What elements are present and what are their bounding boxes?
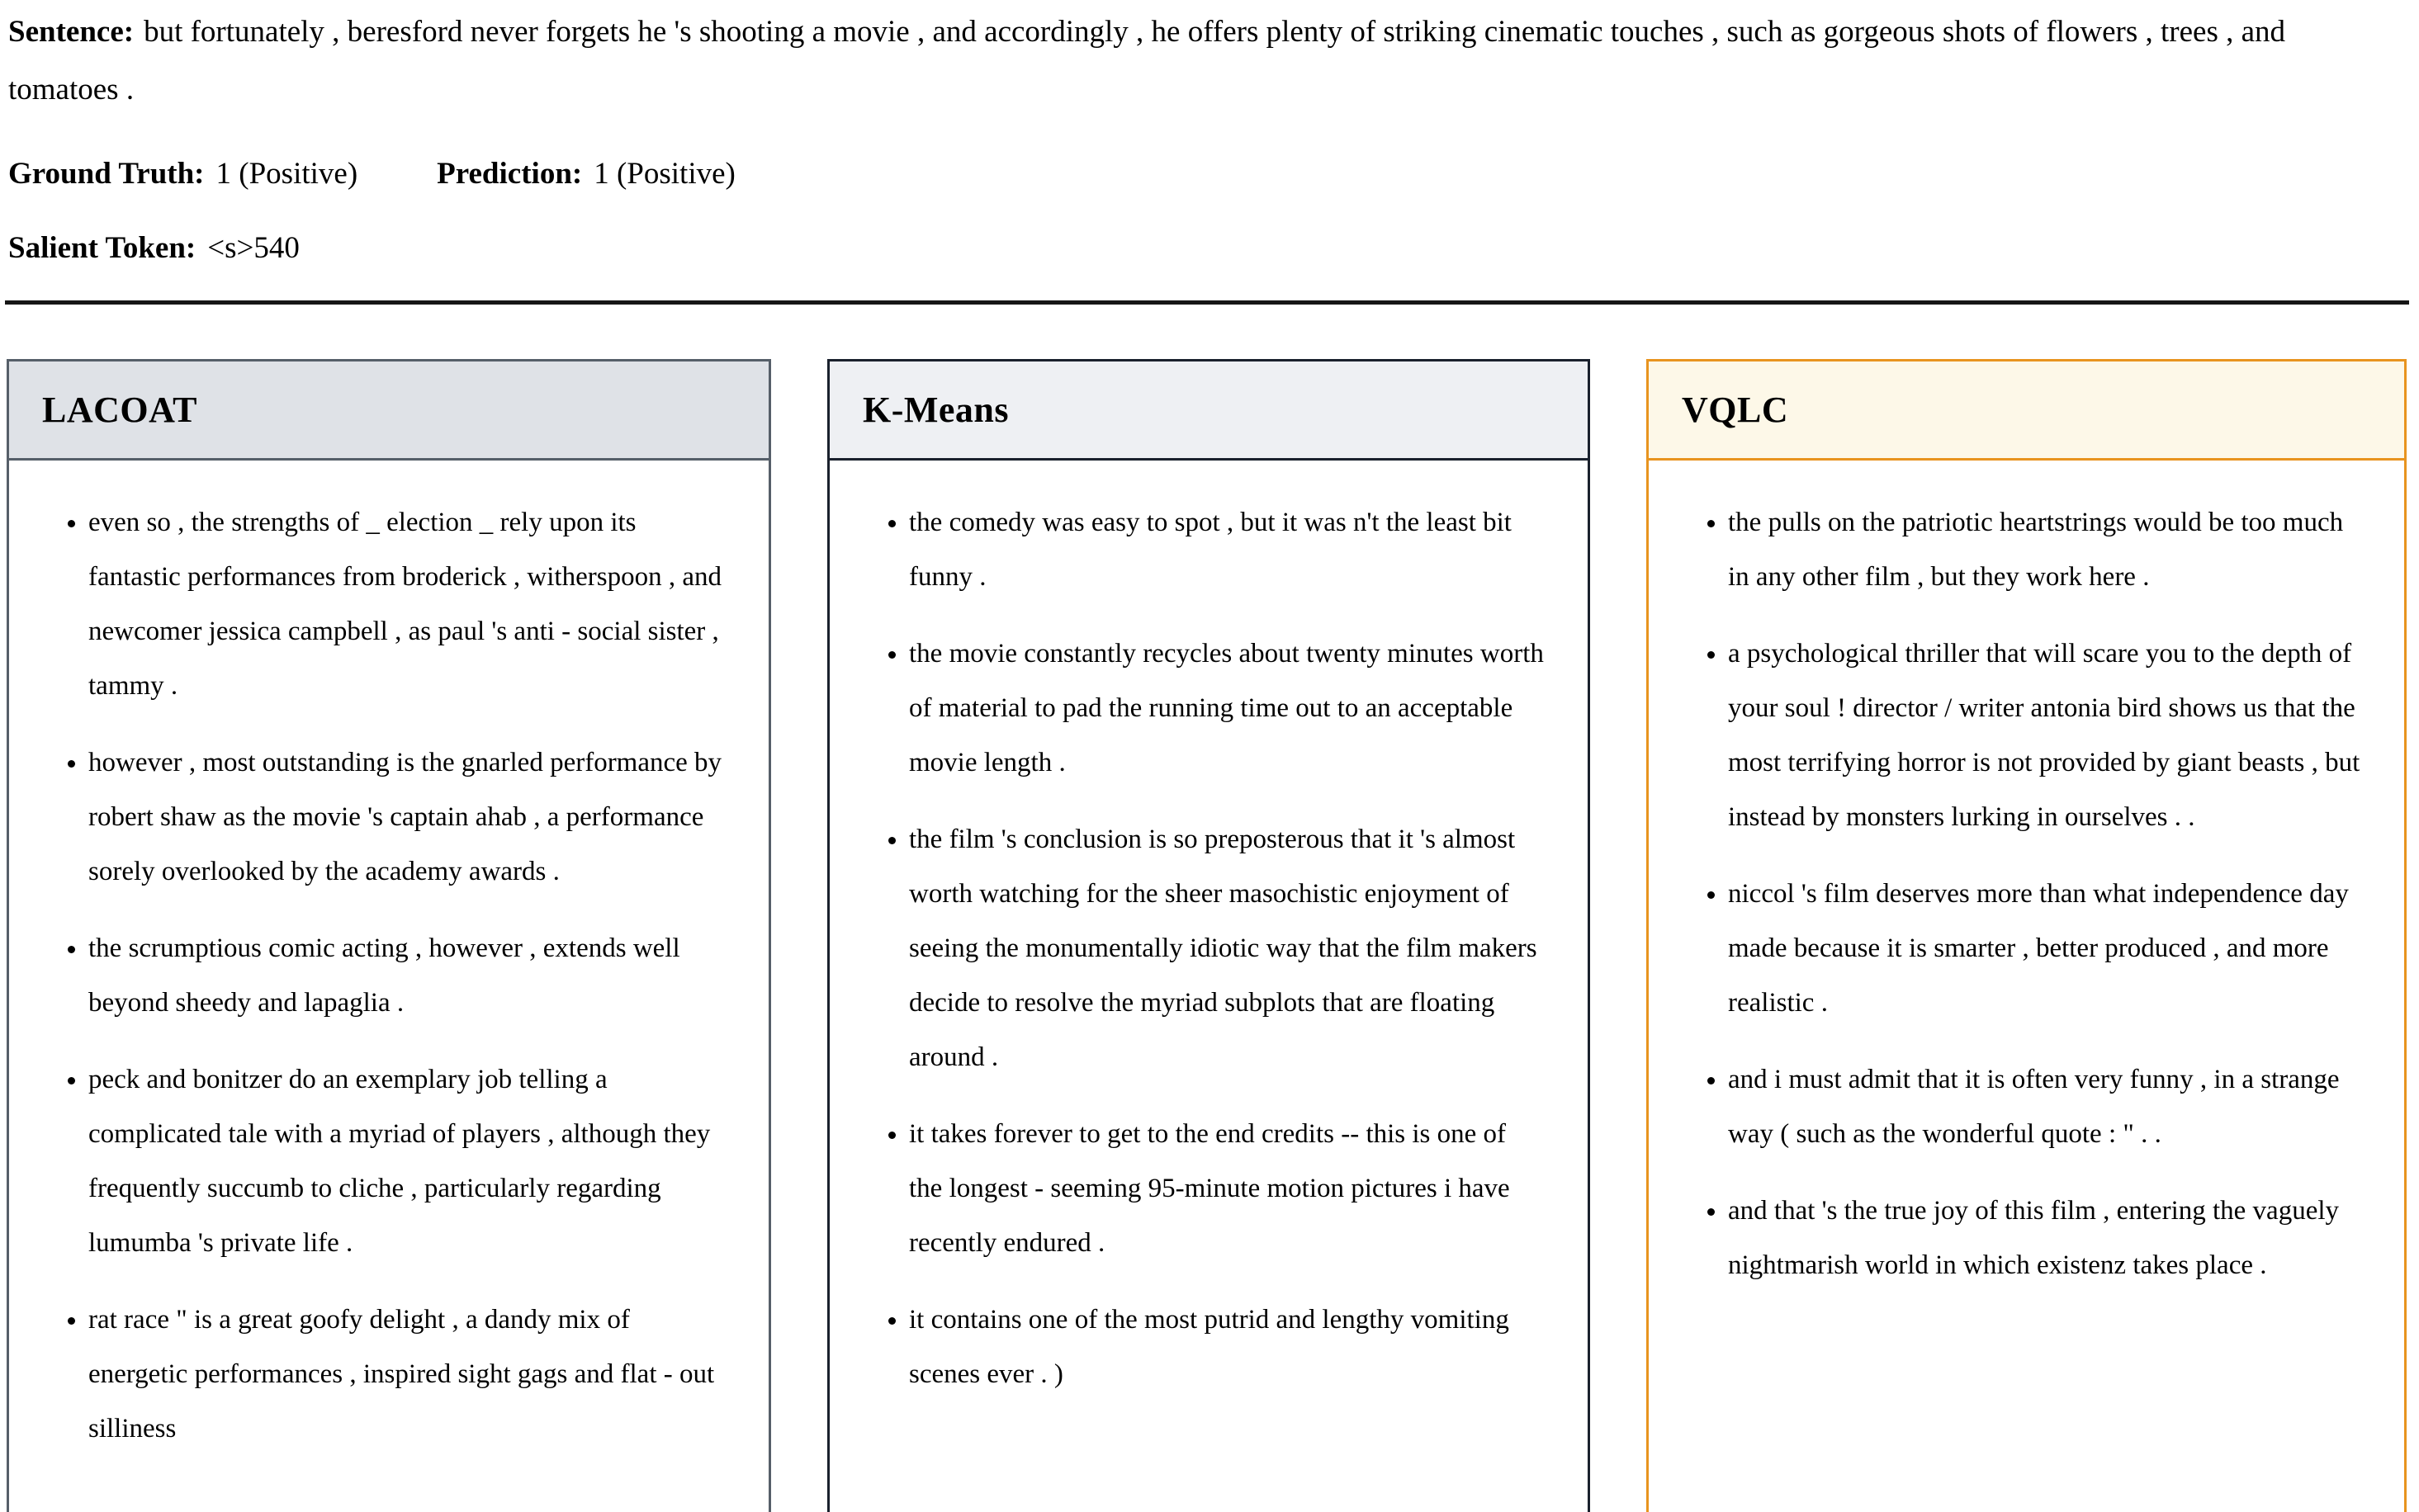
prediction-label: Prediction: (437, 157, 583, 191)
sentence-row (8, 3, 2386, 119)
ground-truth-label: Ground Truth: (8, 157, 205, 191)
panel-kmeans-body (830, 461, 1588, 1401)
example-header (0, 0, 2419, 267)
panel-kmeans-header (830, 361, 1588, 461)
panel-lacoat-body (9, 461, 769, 1456)
example-item: • the film 's conclusion is so preposterous that it 's almost worth watching for the sheer masochistic enjoyment of seeing the monumentally idiotic way that the film makers decide to resolve the myriad subplots that are floating around . (909, 812, 1545, 1084)
panel-vqlc-title: VQLC (1682, 390, 1789, 430)
panel-lacoat-examples (9, 495, 769, 1456)
example-item: • and that 's the true joy of this film , entering the vaguely nightmarish world in which existenz takes place . (1728, 1184, 2361, 1292)
panel-lacoat-header (9, 361, 769, 461)
example-item: • the movie constantly recycles about twenty minutes worth of material to pad the running time out to an acceptable movie length . (909, 626, 1545, 790)
method-panels (0, 359, 2419, 1512)
panel-lacoat-title: LACOAT (42, 390, 197, 430)
example-item: • it contains one of the most putrid and lengthy vomiting scenes ever . ) (909, 1292, 1545, 1401)
example-item: • the scrumptious comic acting , however , extends well beyond sheedy and lapaglia . (88, 921, 726, 1030)
example-item: • the comedy was easy to spot , but it was n't the least bit funny . (909, 495, 1545, 604)
panel-vqlc (1646, 359, 2407, 1512)
salient-token-row (8, 229, 2394, 267)
ground-truth-value: 1 (Positive) (215, 157, 358, 191)
salient-token-label: Salient Token: (8, 231, 196, 265)
sentence-text: but fortunately , beresford never forgets he 's shooting a movie , and accordingly , he offers plenty of striking cinematic touches , such as gorgeous shots of flowers , trees , and tomatoes . (8, 15, 2286, 106)
panel-vqlc-body (1649, 461, 2404, 1292)
panel-kmeans-title: K-Means (863, 390, 1010, 430)
sentence-label: Sentence: (8, 15, 135, 49)
example-item: • even so , the strengths of _ election _ rely upon its fantastic performances from broderick , witherspoon , and newcomer jessica campbell , as paul 's anti - social sister , tammy . (88, 495, 726, 713)
panel-kmeans-examples (830, 495, 1588, 1401)
ground-truth-row (8, 155, 2394, 193)
panel-vqlc-header (1649, 361, 2404, 461)
example-item: • the pulls on the patriotic heartstrings would be too much in any other film , but they work here . (1728, 495, 2361, 604)
example-item: • however , most outstanding is the gnarled performance by robert shaw as the movie 's captain ahab , a performance sorely overlooked by the academy awards . (88, 735, 726, 899)
example-item: • it takes forever to get to the end credits -- this is one of the longest - seeming 95-minute motion pictures i have recently endured . (909, 1107, 1545, 1270)
salient-token-value: <s>540 (207, 231, 300, 265)
example-item: • a psychological thriller that will scare you to the depth of your soul ! director / writer antonia bird shows us that the most terrifying horror is not provided by giant beasts , but instead by monsters lurking in ourselves . . (1728, 626, 2361, 844)
example-item: • niccol 's film deserves more than what independence day made because it is smarter , better produced , and more realistic . (1728, 867, 2361, 1030)
example-item: • rat race " is a great goofy delight , a dandy mix of energetic performances , inspired sight gags and flat - out silliness (88, 1292, 726, 1456)
example-item: • and i must admit that it is often very funny , in a strange way ( such as the wonderful quote : " . . (1728, 1052, 2361, 1161)
panel-vqlc-examples (1649, 495, 2404, 1292)
prediction-value: 1 (Positive) (594, 157, 736, 191)
divider (5, 300, 2409, 305)
panel-kmeans (827, 359, 1590, 1512)
panel-lacoat (7, 359, 771, 1512)
example-item: • peck and bonitzer do an exemplary job telling a complicated tale with a myriad of players , although they frequently succumb to cliche , particularly regarding lumumba 's private life . (88, 1052, 726, 1270)
